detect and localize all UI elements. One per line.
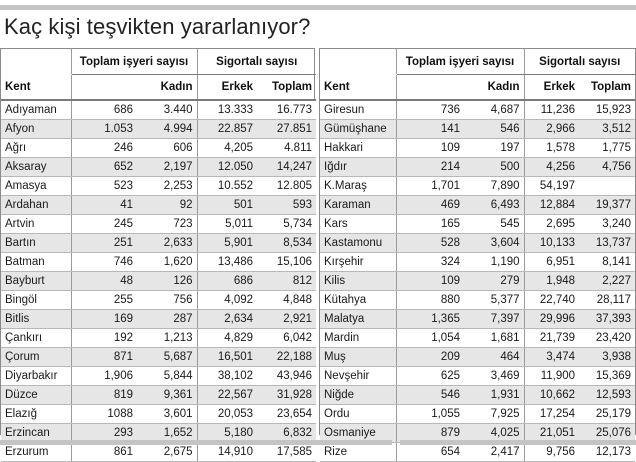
header-toplam: Toplam: [579, 75, 635, 101]
cell-kent: Kırşehir: [320, 253, 396, 272]
cell-toplam: 23,420: [579, 329, 635, 348]
cell-kent: Ordu: [320, 405, 396, 424]
cell-kent: Nevşehir: [320, 367, 396, 386]
cell-kent: Aksaray: [1, 158, 71, 177]
cell-toplam-isyeri: 546: [396, 386, 464, 405]
cell-erkek: 4,092: [197, 291, 257, 310]
cell-erkek: 11,236: [524, 100, 579, 120]
cell-toplam: 17,585: [257, 443, 316, 462]
cell-erkek: 10,662: [524, 386, 579, 405]
cell-kadin: 2,633: [137, 234, 197, 253]
cell-erkek: 38,102: [197, 367, 257, 386]
table-row: [320, 329, 635, 348]
table-row: [1, 139, 316, 158]
table-row: [320, 348, 635, 367]
cell-kent: Elazığ: [1, 405, 71, 424]
cell-kadin: 5,844: [137, 367, 197, 386]
cell-erkek: 22,740: [524, 291, 579, 310]
cell-erkek: 1,578: [524, 139, 579, 158]
cell-kent: Osmaniye: [320, 424, 396, 443]
cell-toplam: 13,737: [579, 234, 635, 253]
cell-toplam: 812: [257, 272, 316, 291]
cell-erkek: 3,474: [524, 348, 579, 367]
table-panel-left: [0, 48, 315, 458]
cell-toplam: [579, 177, 635, 196]
table-row: [320, 234, 635, 253]
table-row: [320, 120, 635, 139]
cell-kadin: 1,931: [464, 386, 524, 405]
cell-toplam-isyeri: 1,055: [396, 405, 464, 424]
cell-kent: Rize: [320, 443, 396, 462]
cell-toplam-isyeri: 1,365: [396, 310, 464, 329]
cell-kadin: 92: [137, 196, 197, 215]
cell-kent: Erzurum: [1, 443, 71, 462]
table-row: [1, 367, 316, 386]
cell-erkek: 21,051: [524, 424, 579, 443]
table-row: [1, 329, 316, 348]
header-toplam-isyeri: Toplam işyeri sayısı: [71, 49, 197, 75]
cell-kadin: 7,397: [464, 310, 524, 329]
cell-toplam: 3,240: [579, 215, 635, 234]
cell-kadin: 723: [137, 215, 197, 234]
table-panel-right: [319, 48, 636, 458]
cell-toplam: 25,179: [579, 405, 635, 424]
cell-kadin: 4.994: [137, 120, 197, 139]
table-row: [320, 177, 635, 196]
cell-erkek: 13,486: [197, 253, 257, 272]
header-kent: Kent: [320, 75, 396, 101]
cell-toplam-isyeri: 141: [396, 120, 464, 139]
cell-toplam: 8,141: [579, 253, 635, 272]
cell-toplam: 31,928: [257, 386, 316, 405]
cell-kadin: 464: [464, 348, 524, 367]
cell-erkek: 12,884: [524, 196, 579, 215]
cell-kent: Kütahya: [320, 291, 396, 310]
cell-toplam: 4.811: [257, 139, 316, 158]
header-erkek: Erkek: [524, 75, 579, 101]
table-row: [1, 291, 316, 310]
cell-kadin: 5,377: [464, 291, 524, 310]
cell-kadin: 3.440: [137, 100, 197, 120]
cell-toplam: 4,848: [257, 291, 316, 310]
cell-toplam-isyeri: 523: [71, 177, 137, 196]
cell-toplam-isyeri: 209: [396, 348, 464, 367]
cell-kent: Erzincan: [1, 424, 71, 443]
table-row: [320, 405, 635, 424]
cell-toplam: 23,654: [257, 405, 316, 424]
cell-toplam: 4,756: [579, 158, 635, 177]
cell-toplam: 12.805: [257, 177, 316, 196]
cell-toplam-isyeri: 251: [71, 234, 137, 253]
cell-toplam: 2,921: [257, 310, 316, 329]
cell-toplam: 37,393: [579, 310, 635, 329]
header-kadin: Kadın: [137, 75, 197, 101]
header-kadin: Kadın: [464, 75, 524, 101]
table-row: [1, 272, 316, 291]
cell-kadin: 126: [137, 272, 197, 291]
cell-kent: Mardin: [320, 329, 396, 348]
cell-toplam: 22,188: [257, 348, 316, 367]
cell-toplam-isyeri: 1,054: [396, 329, 464, 348]
table-row: [1, 158, 316, 177]
cell-kent: K.Maraş: [320, 177, 396, 196]
header-kent: Kent: [1, 75, 71, 101]
cell-toplam-isyeri: 245: [71, 215, 137, 234]
cell-kent: Düzce: [1, 386, 71, 405]
cell-toplam-isyeri: 293: [71, 424, 137, 443]
table-row: [320, 215, 635, 234]
table-row: [1, 196, 316, 215]
cell-kent: Amasya: [1, 177, 71, 196]
cell-toplam: 593: [257, 196, 316, 215]
cell-kadin: 2,197: [137, 158, 197, 177]
cell-erkek: 1,948: [524, 272, 579, 291]
cell-toplam: 12,593: [579, 386, 635, 405]
cell-toplam: 12,173: [579, 443, 635, 462]
cell-toplam: 2,227: [579, 272, 635, 291]
cell-kadin: 545: [464, 215, 524, 234]
header-isyeri-sub: [396, 75, 464, 101]
cell-kent: Batman: [1, 253, 71, 272]
cell-toplam-isyeri: 871: [71, 348, 137, 367]
cell-kadin: 2,417: [464, 443, 524, 462]
cell-erkek: 5,180: [197, 424, 257, 443]
cell-erkek: 501: [197, 196, 257, 215]
cell-kadin: 3,469: [464, 367, 524, 386]
cell-toplam-isyeri: 469: [396, 196, 464, 215]
cell-toplam-isyeri: 819: [71, 386, 137, 405]
page-title: Kaç kişi teşvikten yararlanıyor?: [4, 14, 311, 39]
cell-kadin: 500: [464, 158, 524, 177]
data-table-left: [1, 49, 316, 462]
cell-kadin: 2,253: [137, 177, 197, 196]
cell-erkek: 14,910: [197, 443, 257, 462]
cell-erkek: 5,901: [197, 234, 257, 253]
cell-kadin: 756: [137, 291, 197, 310]
cell-erkek: 5,011: [197, 215, 257, 234]
cell-kent: Ardahan: [1, 196, 71, 215]
cell-kadin: 4,025: [464, 424, 524, 443]
cell-erkek: 4,829: [197, 329, 257, 348]
cell-toplam-isyeri: 165: [396, 215, 464, 234]
cell-kadin: 9,361: [137, 386, 197, 405]
cell-kent: Bayburt: [1, 272, 71, 291]
cell-kent: Giresun: [320, 100, 396, 120]
cell-toplam: 43,946: [257, 367, 316, 386]
cell-erkek: 10,133: [524, 234, 579, 253]
header-blank: [1, 49, 71, 75]
bottom-rule-right: [400, 440, 636, 445]
cell-toplam: 14,247: [257, 158, 316, 177]
table-body-right: [320, 100, 635, 462]
cell-toplam: 15,369: [579, 367, 635, 386]
cell-toplam-isyeri: 736: [396, 100, 464, 120]
header-sigortali: Sigortalı sayısı: [197, 49, 316, 75]
cell-kent: Bitlis: [1, 310, 71, 329]
cell-kent: Karaman: [320, 196, 396, 215]
cell-erkek: 54,197: [524, 177, 579, 196]
cell-kent: Adıyaman: [1, 100, 71, 120]
cell-toplam-isyeri: 746: [71, 253, 137, 272]
header-blank: [320, 49, 396, 75]
cell-erkek: 10.552: [197, 177, 257, 196]
cell-kent: Kars: [320, 215, 396, 234]
cell-toplam-isyeri: 246: [71, 139, 137, 158]
table-row: [1, 405, 316, 424]
cell-kadin: 4,687: [464, 100, 524, 120]
cell-kadin: 5,687: [137, 348, 197, 367]
cell-toplam-isyeri: 879: [396, 424, 464, 443]
table-row: [1, 386, 316, 405]
cell-toplam-isyeri: 48: [71, 272, 137, 291]
cell-kadin: 1,620: [137, 253, 197, 272]
cell-kadin: 1,681: [464, 329, 524, 348]
table-row: [320, 291, 635, 310]
table-row: [1, 100, 316, 120]
cell-kadin: 279: [464, 272, 524, 291]
cell-erkek: 4,205: [197, 139, 257, 158]
table-body-left: [1, 100, 316, 462]
cell-toplam-isyeri: 1088: [71, 405, 137, 424]
cell-toplam: 27.851: [257, 120, 316, 139]
cell-erkek: 686: [197, 272, 257, 291]
table-row: [1, 234, 316, 253]
cell-toplam-isyeri: 1,906: [71, 367, 137, 386]
cell-toplam: 8,534: [257, 234, 316, 253]
cell-toplam-isyeri: 192: [71, 329, 137, 348]
cell-kadin: 1,190: [464, 253, 524, 272]
cell-toplam-isyeri: 652: [71, 158, 137, 177]
cell-erkek: 21,739: [524, 329, 579, 348]
table-row: [320, 253, 635, 272]
cell-erkek: 6,951: [524, 253, 579, 272]
cell-kent: Artvin: [1, 215, 71, 234]
cell-toplam: 6,832: [257, 424, 316, 443]
cell-toplam: 5,734: [257, 215, 316, 234]
cell-toplam-isyeri: 109: [396, 272, 464, 291]
cell-toplam: 15,923: [579, 100, 635, 120]
table-row: [320, 196, 635, 215]
cell-erkek: 4,256: [524, 158, 579, 177]
cell-toplam: 15,106: [257, 253, 316, 272]
cell-toplam: 3,938: [579, 348, 635, 367]
table-row: [1, 310, 316, 329]
cell-kadin: 1,213: [137, 329, 197, 348]
cell-toplam-isyeri: 625: [396, 367, 464, 386]
table-row: [1, 348, 316, 367]
table-row: [320, 100, 635, 120]
cell-erkek: 2,966: [524, 120, 579, 139]
table-row: [320, 386, 635, 405]
table-row: [1, 443, 316, 462]
cell-kent: Bartın: [1, 234, 71, 253]
cell-kadin: 3,601: [137, 405, 197, 424]
cell-toplam: 16.773: [257, 100, 316, 120]
cell-kadin: 197: [464, 139, 524, 158]
cell-toplam-isyeri: 880: [396, 291, 464, 310]
table-row: [320, 139, 635, 158]
cell-toplam-isyeri: 686: [71, 100, 137, 120]
cell-toplam: 28,117: [579, 291, 635, 310]
cell-toplam: 1,775: [579, 139, 635, 158]
header-toplam: Toplam: [257, 75, 316, 101]
table-row: [1, 120, 316, 139]
cell-kadin: 2,675: [137, 443, 197, 462]
table-row: [320, 272, 635, 291]
cell-erkek: 11,900: [524, 367, 579, 386]
cell-erkek: 22.857: [197, 120, 257, 139]
header-sigortali: Sigortalı sayısı: [524, 49, 635, 75]
cell-kadin: 1,652: [137, 424, 197, 443]
cell-toplam-isyeri: 861: [71, 443, 137, 462]
data-table-right: [320, 49, 635, 462]
cell-kent: Afyon: [1, 120, 71, 139]
cell-kent: Bingöl: [1, 291, 71, 310]
table-row: [320, 443, 635, 462]
table-row: [1, 177, 316, 196]
cell-erkek: 13.333: [197, 100, 257, 120]
bottom-rule-left: [0, 440, 392, 445]
cell-kent: Hakkari: [320, 139, 396, 158]
cell-toplam-isyeri: 214: [396, 158, 464, 177]
cell-kadin: 7,925: [464, 405, 524, 424]
cell-toplam-isyeri: 1,701: [396, 177, 464, 196]
cell-kent: Gümüşhane: [320, 120, 396, 139]
table-row: [1, 215, 316, 234]
cell-kadin: 6,493: [464, 196, 524, 215]
cell-erkek: 16,501: [197, 348, 257, 367]
cell-kent: Kastamonu: [320, 234, 396, 253]
cell-toplam: 3,512: [579, 120, 635, 139]
table-row: [320, 158, 635, 177]
table-row: [320, 310, 635, 329]
cell-erkek: 9,756: [524, 443, 579, 462]
cell-toplam-isyeri: 255: [71, 291, 137, 310]
cell-toplam: 6,042: [257, 329, 316, 348]
cell-kadin: 7,890: [464, 177, 524, 196]
cell-toplam-isyeri: 1.053: [71, 120, 137, 139]
cell-toplam-isyeri: 324: [396, 253, 464, 272]
cell-kadin: 287: [137, 310, 197, 329]
header-erkek: Erkek: [197, 75, 257, 101]
cell-erkek: 2,695: [524, 215, 579, 234]
cell-kadin: 546: [464, 120, 524, 139]
cell-erkek: 29,996: [524, 310, 579, 329]
cell-toplam-isyeri: 109: [396, 139, 464, 158]
cell-erkek: 22,567: [197, 386, 257, 405]
cell-kent: Niğde: [320, 386, 396, 405]
cell-kent: Muş: [320, 348, 396, 367]
cell-kent: Malatya: [320, 310, 396, 329]
cell-kadin: 3,604: [464, 234, 524, 253]
cell-toplam: 25,076: [579, 424, 635, 443]
cell-kent: Ağrı: [1, 139, 71, 158]
cell-toplam-isyeri: 528: [396, 234, 464, 253]
cell-kent: Çorum: [1, 348, 71, 367]
cell-erkek: 20,053: [197, 405, 257, 424]
table-row: [320, 367, 635, 386]
cell-kadin: 606: [137, 139, 197, 158]
cell-erkek: 2,634: [197, 310, 257, 329]
cell-toplam: 19,377: [579, 196, 635, 215]
cell-kent: Çankırı: [1, 329, 71, 348]
header-toplam-isyeri: Toplam işyeri sayısı: [396, 49, 524, 75]
cell-kent: Diyarbakır: [1, 367, 71, 386]
table-row: [1, 253, 316, 272]
cell-toplam-isyeri: 169: [71, 310, 137, 329]
header-isyeri-sub: [71, 75, 137, 101]
cell-toplam-isyeri: 654: [396, 443, 464, 462]
cell-toplam-isyeri: 41: [71, 196, 137, 215]
cell-kent: Iğdır: [320, 158, 396, 177]
cell-erkek: 17,254: [524, 405, 579, 424]
cell-erkek: 12.050: [197, 158, 257, 177]
cell-kent: Kilis: [320, 272, 396, 291]
